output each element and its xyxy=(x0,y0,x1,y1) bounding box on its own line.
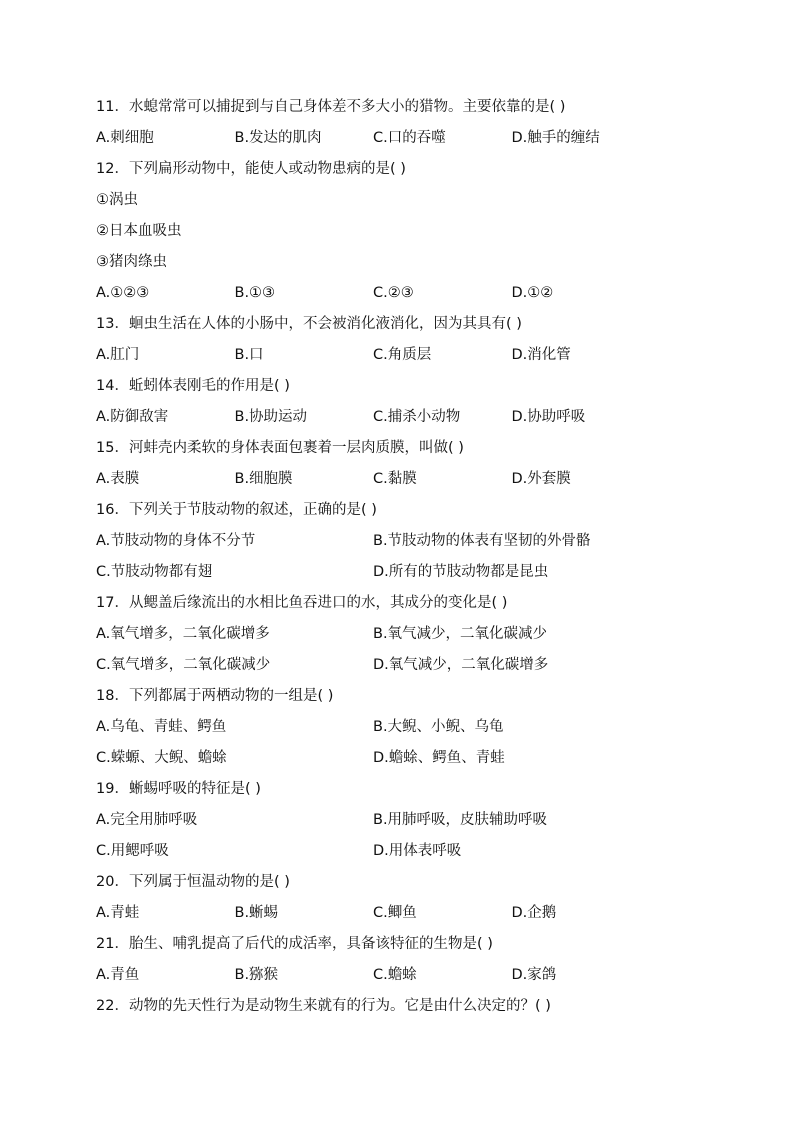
option-d: D.消化管 xyxy=(511,347,571,363)
question-stem: 14．蚯蚓体表刚毛的作用是( ) xyxy=(96,378,290,394)
option-c: C.用鳃呼吸 xyxy=(96,843,169,859)
question-stem: 11．水螅常常可以捕捉到与自己身体差不多大小的猎物。主要依靠的是( ) xyxy=(96,99,566,115)
question-stem: 13．蛔虫生活在人体的小肠中，不会被消化液消化，因为其具有( ) xyxy=(96,316,522,332)
question-stem: 15．河蚌壳内柔软的身体表面包裹着一层肉质膜，叫做( ) xyxy=(96,440,464,456)
option-c: C.鲫鱼 xyxy=(373,905,417,921)
option-row xyxy=(96,619,716,650)
option-a: A.氧气增多，二氧化碳增多 xyxy=(96,626,270,642)
option-a: A.刺细胞 xyxy=(96,130,154,146)
question-stem: 16．下列关于节肢动物的叙述，正确的是( ) xyxy=(96,502,377,518)
option-c: C.②③ xyxy=(373,285,414,301)
option-row xyxy=(96,340,716,371)
option-d: D.氧气减少，二氧化碳增多 xyxy=(373,657,549,673)
question-stem: 18．下列都属于两栖动物的一组是( ) xyxy=(96,688,334,704)
option-row xyxy=(96,402,716,433)
question-stem: 21．胎生、哺乳提高了后代的成活率，具备该特征的生物是( ) xyxy=(96,936,493,952)
option-d: D.蟾蜍、鳄鱼、青蛙 xyxy=(373,750,505,766)
option-b: B.氧气减少，二氧化碳减少 xyxy=(373,626,548,642)
option-row xyxy=(96,650,716,681)
option-row xyxy=(96,743,716,774)
option-d: D.家鸽 xyxy=(511,967,557,983)
option-row xyxy=(96,278,716,309)
option-b: B.蜥蜴 xyxy=(234,905,279,921)
option-row xyxy=(96,712,716,743)
option-c: C.捕杀小动物 xyxy=(373,409,461,425)
option-row xyxy=(96,123,716,154)
numbered-item: ③猪肉绦虫 xyxy=(96,254,167,270)
question-stem: 17．从鳃盖后缘流出的水相比鱼吞进口的水，其成分的变化是( ) xyxy=(96,595,508,611)
option-c: C.节肢动物都有翅 xyxy=(96,564,213,580)
question-stem: 22．动物的先天性行为是动物生来就有的行为。它是由什么决定的？( ) xyxy=(96,998,551,1014)
option-row xyxy=(96,836,716,867)
option-row xyxy=(96,898,716,929)
option-d: D.用体表呼吸 xyxy=(373,843,462,859)
option-b: B.细胞膜 xyxy=(234,471,293,487)
option-c: C.角质层 xyxy=(373,347,432,363)
numbered-item: ①涡虫 xyxy=(96,192,138,208)
option-d: D.企鹅 xyxy=(511,905,557,921)
option-d: D.①② xyxy=(511,285,554,301)
option-a: A.青鱼 xyxy=(96,967,140,983)
question-stem: 19．蜥蜴呼吸的特征是( ) xyxy=(96,781,261,797)
option-c: C.口的吞噬 xyxy=(373,130,446,146)
option-b: B.①③ xyxy=(234,285,276,301)
option-b: B.发达的肌肉 xyxy=(234,130,322,146)
option-b: B.猕猴 xyxy=(234,967,279,983)
option-a: A.青蛙 xyxy=(96,905,140,921)
option-b: B.大鲵、小鲵、乌龟 xyxy=(373,719,504,735)
option-a: A.完全用肺呼吸 xyxy=(96,812,198,828)
option-a: A.节肢动物的身体不分节 xyxy=(96,533,256,549)
option-row xyxy=(96,805,716,836)
option-a: A.①②③ xyxy=(96,285,150,301)
option-a: A.乌龟、青蛙、鳄鱼 xyxy=(96,719,227,735)
option-d: D.协助呼吸 xyxy=(511,409,586,425)
question-stem: 12．下列扁形动物中，能使人或动物患病的是( ) xyxy=(96,161,406,177)
option-b: B.节肢动物的体表有坚韧的外骨骼 xyxy=(373,533,591,549)
option-b: B.协助运动 xyxy=(234,409,308,425)
option-row xyxy=(96,960,716,991)
option-c: C.氧气增多，二氧化碳减少 xyxy=(96,657,271,673)
option-c: C.黏膜 xyxy=(373,471,417,487)
option-c: C.蟾蜍 xyxy=(373,967,417,983)
option-a: A.表膜 xyxy=(96,471,140,487)
option-a: A.防御敌害 xyxy=(96,409,169,425)
option-d: D.触手的缠结 xyxy=(511,130,600,146)
option-b: B.用肺呼吸，皮肤辅助呼吸 xyxy=(373,812,548,828)
option-b: B.口 xyxy=(234,347,264,363)
numbered-item: ②日本血吸虫 xyxy=(96,223,182,239)
option-d: D.所有的节肢动物都是昆虫 xyxy=(373,564,549,580)
question-sheet xyxy=(96,92,716,1022)
option-row xyxy=(96,526,716,557)
option-c: C.蝾螈、大鲵、蟾蜍 xyxy=(96,750,227,766)
option-row xyxy=(96,464,716,495)
option-d: D.外套膜 xyxy=(511,471,571,487)
question-stem: 20．下列属于恒温动物的是( ) xyxy=(96,874,290,890)
option-row xyxy=(96,557,716,588)
option-a: A.肛门 xyxy=(96,347,140,363)
